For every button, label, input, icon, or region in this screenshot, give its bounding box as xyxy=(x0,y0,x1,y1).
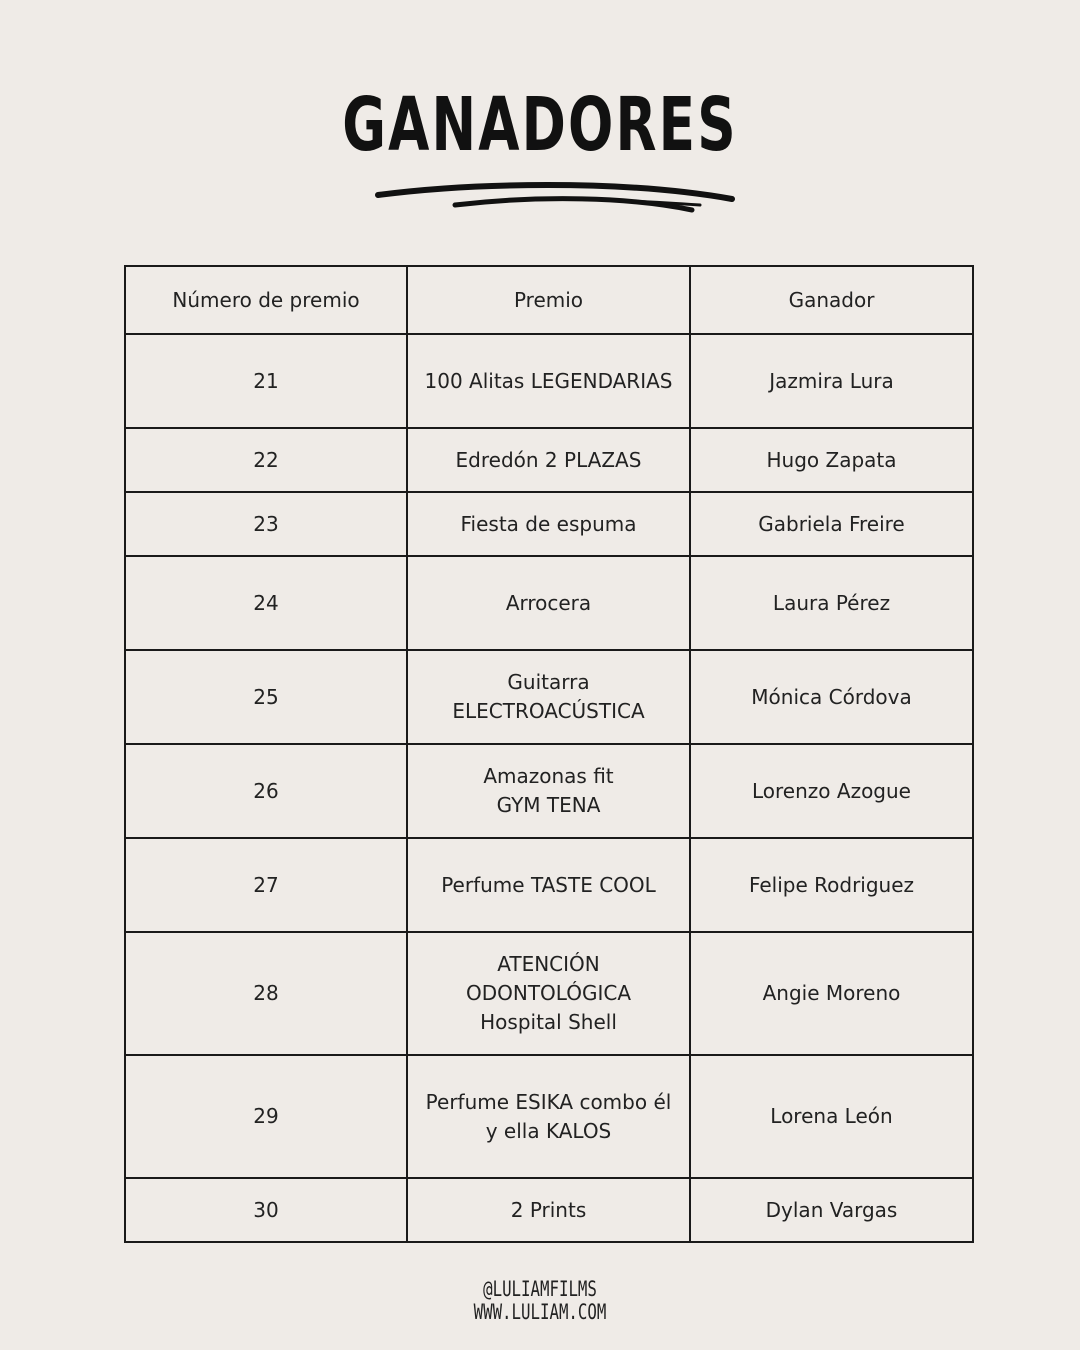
winners-table xyxy=(124,265,974,1243)
table-row xyxy=(125,556,973,650)
cell-numero: 29 xyxy=(125,1055,407,1178)
cell-ganador: Laura Pérez xyxy=(690,556,973,650)
cell-premio: 100 Alitas LEGENDARIAS xyxy=(407,334,690,428)
social-handle: @LULIAMFILMS xyxy=(483,1277,597,1301)
cell-ganador: Angie Moreno xyxy=(690,932,973,1055)
cell-numero: 21 xyxy=(125,334,407,428)
cell-numero: 27 xyxy=(125,838,407,932)
table-row xyxy=(125,334,973,428)
table-row xyxy=(125,1178,973,1242)
cell-ganador: Hugo Zapata xyxy=(690,428,973,492)
cell-ganador: Gabriela Freire xyxy=(690,492,973,556)
cell-premio: Edredón 2 PLAZAS xyxy=(407,428,690,492)
cell-premio: ATENCIÓN ODONTOLÓGICA Hospital Shell xyxy=(407,932,690,1055)
table-header-row xyxy=(125,266,973,334)
cell-ganador: Lorena León xyxy=(690,1055,973,1178)
cell-numero: 23 xyxy=(125,492,407,556)
cell-ganador: Lorenzo Azogue xyxy=(690,744,973,838)
header-numero: Número de premio xyxy=(125,266,407,334)
website-url: WWW.LULIAM.COM xyxy=(473,1300,607,1324)
cell-ganador: Jazmira Lura xyxy=(690,334,973,428)
cell-numero: 26 xyxy=(125,744,407,838)
header-premio: Premio xyxy=(407,266,690,334)
header-ganador: Ganador xyxy=(690,266,973,334)
page-title: GANADORES xyxy=(342,82,738,168)
cell-premio: Fiesta de espuma xyxy=(407,492,690,556)
table-row xyxy=(125,428,973,492)
cell-premio: 2 Prints xyxy=(407,1178,690,1242)
cell-ganador: Mónica Córdova xyxy=(690,650,973,744)
title-underline-decoration xyxy=(370,175,740,220)
table-row xyxy=(125,932,973,1055)
table-row xyxy=(125,1055,973,1178)
cell-ganador: Felipe Rodriguez xyxy=(690,838,973,932)
cell-premio: Guitarra ELECTROACÚSTICA xyxy=(407,650,690,744)
cell-premio: Amazonas fit GYM TENA xyxy=(407,744,690,838)
footer xyxy=(135,1278,945,1324)
cell-premio: Arrocera xyxy=(407,556,690,650)
table-row xyxy=(125,650,973,744)
table-row xyxy=(125,838,973,932)
cell-premio: Perfume TASTE COOL xyxy=(407,838,690,932)
cell-numero: 30 xyxy=(125,1178,407,1242)
cell-ganador: Dylan Vargas xyxy=(690,1178,973,1242)
cell-numero: 25 xyxy=(125,650,407,744)
table-row xyxy=(125,492,973,556)
cell-premio: Perfume ESIKA combo él y ella KALOS xyxy=(407,1055,690,1178)
cell-numero: 22 xyxy=(125,428,407,492)
table-row xyxy=(125,744,973,838)
cell-numero: 24 xyxy=(125,556,407,650)
cell-numero: 28 xyxy=(125,932,407,1055)
